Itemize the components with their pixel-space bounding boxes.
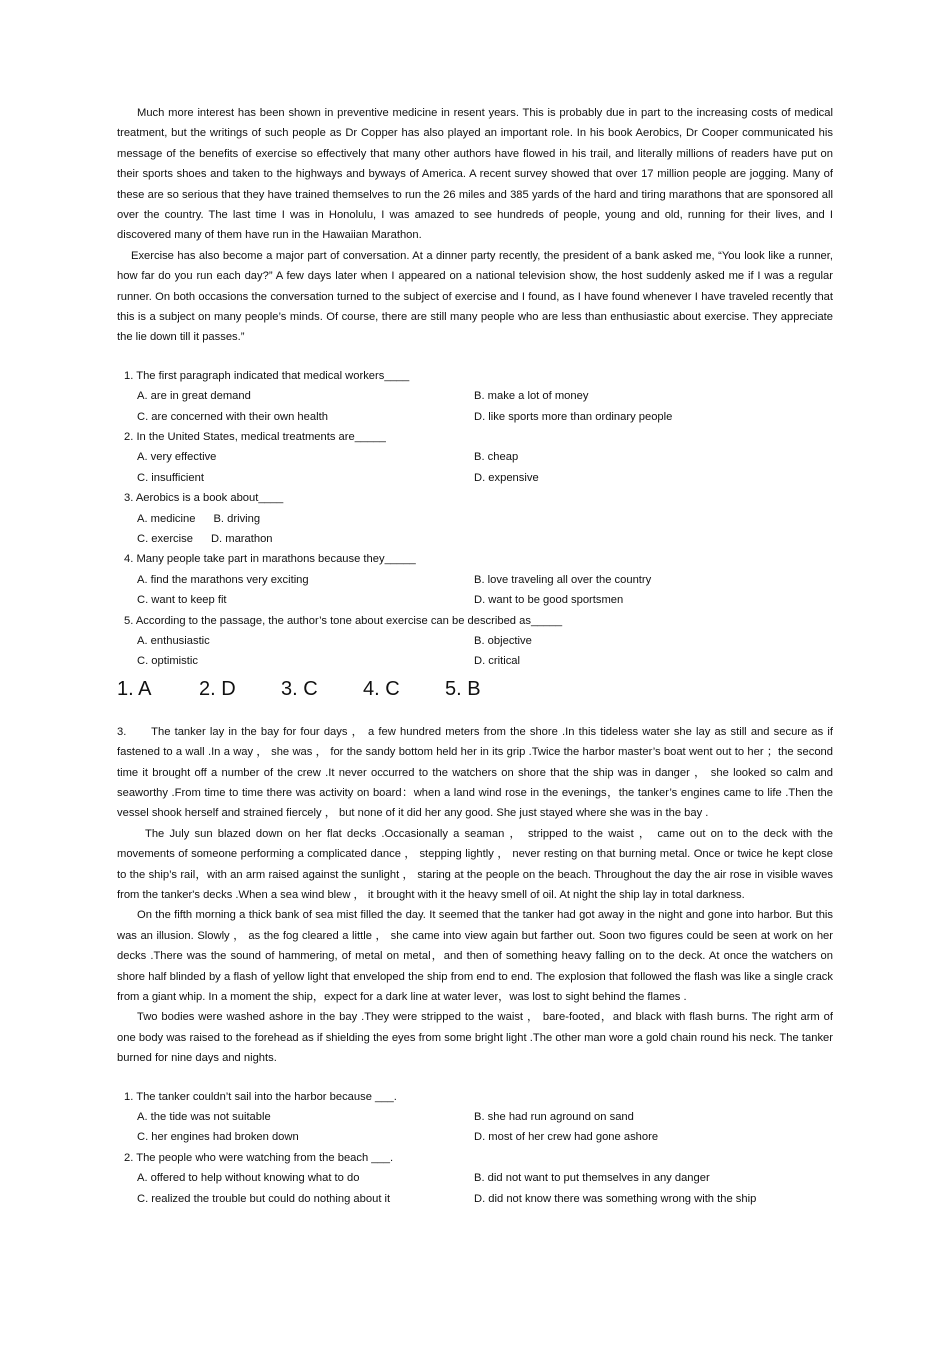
option-c: C. insufficient [137,471,204,484]
answer-4: 4. C [363,677,400,700]
option-c: C. her engines had broken down [137,1131,299,1144]
option-c: C. realized the trouble but could do nothing about it [137,1192,391,1205]
question-list-2 [124,1087,833,1209]
document-page [117,103,837,1209]
option-d: D. like sports more than ordinary people [474,410,673,423]
option-a: A. the tide was not suitable [137,1111,271,1124]
option-c: C. are concerned with their own health [137,410,328,423]
question-2: 2. In the United States, medical treatments are_____ [124,431,386,444]
option-a: A. find the marathons very exciting [137,573,309,586]
option-b: B. she had run aground on sand [474,1111,634,1124]
question-list-1 [124,366,833,672]
option-c: C. exercise [137,533,193,545]
option-c: C. want to keep fit [137,594,227,607]
answer-1: 1. A [117,677,152,700]
passage2-paragraph-1: 3. The tanker lay in the bay for four days ， a few hundred meters from the shore .In this tideless water she lay as still and secure as if fastened to a wall .In a way ， she was ， for the sandy bottom held her in its grip .Twice the harbor master’s boat went out to her ；the second time it brought off a number of the crew .It never occurred to the watchers on shore that the ship was in danger ， she looked so calm and seaworthy .From time to time there was activity on board：when a land wind rose in the evenings，the tanker’s engines came to life .Then the vessel shook herself and strained fiercely ， but none of it did her any good. She just stayed where she was in the bay . [117,725,837,820]
option-b: B. did not want to put themselves in any danger [474,1172,710,1185]
passage1-paragraph-1: Much more interest has been shown in preventive medicine in resent years. This is probably due in part to the increasing costs of medical treatment, but the writings of such people as Dr Copper has also played an important role. In his book Aerobics, Dr Cooper communicated his message of the benefits of exercise so effectively that many other authors have flowed in his trail, and literally millions of readers have put on their sports shoes and taken to the highways and byways of America. A recent survey showed that over 17 million people are jogging. Many of these are so serious that they have trained themselves to run the 26 miles and 385 yards of the hard and tiring marathons that are sponsored all over the country. The last time I was in Honolulu, I was amazed to see hundreds of people, young and old, running for their lives, and I discovered many of them have run in the Hawaiian Marathon. [117,107,833,242]
option-d: D. expensive [474,471,539,484]
option-d: D. did not know there was something wrong with the ship [474,1192,757,1205]
option-b: B. make a lot of money [474,390,589,403]
answer-key [117,674,833,704]
option-a: A. very effective [137,451,217,464]
option-b: B. driving [213,512,261,525]
option-d: D. most of her crew had gone ashore [474,1131,659,1144]
question-3: 3. Aerobics is a book about____ [124,492,284,505]
question-1: 1. The tanker couldn’t sail into the harbor because ___. [124,1090,397,1103]
option-a: A. medicine [137,512,196,525]
option-c: C. optimistic [137,655,198,668]
answer-2: 2. D [199,677,236,700]
question-1: 1. The first paragraph indicated that medical workers____ [124,369,410,382]
question-4: 4. Many people take part in marathons because they_____ [124,553,416,566]
passage2-paragraph-3: On the fifth morning a thick bank of sea mist filled the day. It seemed that the tanker had got away in the night and gone into harbor. But this was an illusion. Slowly ， as the fog cleared a little ， she came into view again but farther out. Soon two figures could be seen at work on her decks .There was the sound of hammering, of metal on metal，and then of something heavy falling on to the deck. At once the watchers on shore half blinded by a flash of yellow light that enveloped the ship from end to end. The explosion that followed the flash was like a single crack from a giant whip. In a moment the ship，expect for a dark line at water lever，was lost to sight behind the flames . [117,909,833,1004]
question-5: 5. According to the passage, the author’s tone about exercise can be described as_____ [124,614,563,627]
option-b: B. love traveling all over the country [474,573,652,586]
option-a: A. offered to help without knowing what to do [137,1172,360,1185]
option-d: D. want to be good sportsmen [474,594,624,607]
option-a: A. are in great demand [137,390,251,403]
option-b: B. cheap [474,451,519,464]
answer-5: 5. B [445,677,481,700]
option-b: B. objective [474,634,532,647]
question-2: 2. The people who were watching from the beach ___. [124,1151,394,1164]
option-d: D. critical [474,655,520,668]
passage2-paragraph-4: Two bodies were washed ashore in the bay .They were stripped to the waist ， bare-footed，and black with flash burns. The right arm of one body was raised to the forehead as if shielding the eyes from some bright light .The other man wore a gold chain round his neck. The tanker burned for nine days and nights. [117,1011,833,1065]
option-a: A. enthusiastic [137,634,210,647]
answer-3: 3. C [281,677,318,700]
passage2-paragraph-2: The July sun blazed down on her flat decks .Occasionally a seaman ， stripped to the waist ， came out on to the deck with the movements of someone performing a complicated dance ， stepping lightly ， never resting on that burning metal. Once or twice he kept close to the ship’s rail，with an arm raised against the sunlight ， staring at the people on the beach. Throughout the day the air rose in visible waves from the tanker's decks .When a sea wind blew ， it brought with it the heavy smell of oil. At night the ship lay in total darkness. [117,827,833,901]
option-d: D. marathon [210,533,273,545]
passage1-paragraph-2: Exercise has also become a major part of conversation. At a dinner party recently, the president of a bank asked me, “You look like a runner, how far do you run each day?” A few days later when I appeared on a national television show, the host suddenly asked me if I was a regular runner. On both occasions the conversation turned to the subject of exercise and I found, as I have found whenever I have traveled recently that this is a subject on many people’s minds. Of course, there are still many people who are less than enthusiastic about exercise. They appreciate the lie down till it passes.” [117,249,833,344]
